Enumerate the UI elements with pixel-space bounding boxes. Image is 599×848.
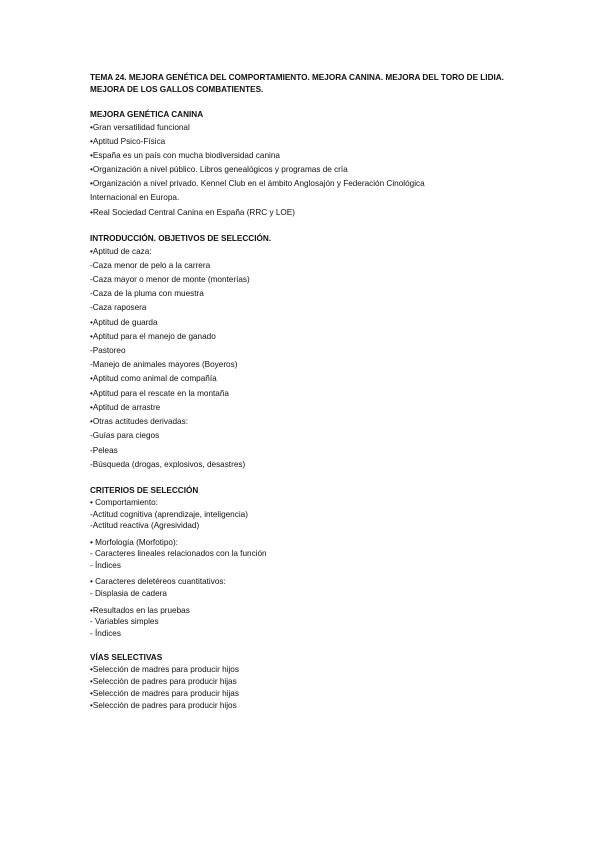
- section-heading: INTRODUCCIÓN. OBJETIVOS DE SELECCIÓN.: [90, 233, 272, 243]
- list-item: •Selección de madres para producir hijas: [90, 688, 239, 698]
- list-item: -Caza de la pluma con muestra: [90, 289, 204, 299]
- criteria-group: [90, 605, 510, 640]
- list-item: -Actitud reactiva (Agresividad): [90, 521, 200, 531]
- list-item: •Gran versatilidad funcional: [90, 123, 190, 132]
- section-mejora-genetica-canina: [90, 108, 510, 220]
- list-item: - Caracteres lineales relacionados con la función: [90, 549, 267, 559]
- list-item: - Variables simples: [90, 617, 159, 627]
- list-item: •Aptitud de guarda: [90, 317, 158, 327]
- document-title: TEMA 24. MEJORA GENÉTICA DEL COMPORTAMIENTO. MEJORA CANINA. MEJORA DEL TORO DE LIDIA. MEJORA DE LOS GALLOS COMBATIENTES.: [90, 73, 504, 94]
- list-item: •Aptitud de caza:: [90, 246, 152, 256]
- section-heading: CRITERIOS DE SELECCIÓN: [90, 485, 199, 495]
- list-item: -Guías para ciegos: [90, 431, 160, 441]
- document-page: [90, 72, 510, 723]
- list-item: • Caracteres deletéreos cuantitativos:: [90, 577, 226, 587]
- list-item: -Búsqueda (drogas, explosivos, desastres): [90, 459, 246, 469]
- list-item: Internacional en Europa.: [90, 193, 180, 203]
- list-item: •Organización a nivel público. Libros genealógicos y programas de cría: [90, 165, 348, 175]
- section-criterios-de-seleccion: [90, 484, 510, 640]
- criteria-group: [90, 497, 510, 532]
- list-item: - Displasia de cadera: [90, 589, 167, 599]
- list-item: -Caza mayor o menor de monte (monterías): [90, 275, 250, 285]
- list-item: -Caza raposera: [90, 303, 147, 313]
- criteria-group: [90, 537, 510, 572]
- section-heading: VÍAS SELECTIVAS: [90, 653, 163, 663]
- list-item: •Selección de padres para producir hijos: [90, 700, 237, 710]
- list-item: •Organización a nivel privado. Kennel Club en el ámbito Anglosajón y Federación Cinológica: [90, 179, 425, 189]
- list-item: -Pastoreo: [90, 346, 126, 356]
- list-item: - Índices: [90, 560, 121, 570]
- list-item: •Otras actitudes derivadas:: [90, 417, 188, 427]
- criteria-group: [90, 576, 510, 599]
- list-item: -Caza menor de pelo a la carrera: [90, 260, 211, 270]
- list-item: -Actitud cognitiva (aprendizaje, inteligencia): [90, 509, 248, 519]
- list-item: •Aptitud para el rescate en la montaña: [90, 388, 229, 398]
- list-item: •Aptitud para el manejo de ganado: [90, 331, 216, 341]
- list-item: • Morfología (Morfotipo):: [90, 537, 178, 547]
- list-item: •Aptitud Psico-Física: [90, 137, 166, 147]
- list-item: -Peleas: [90, 445, 118, 455]
- section-vias-selectivas: [90, 651, 510, 711]
- list-item: -Manejo de animales mayores (Boyeros): [90, 360, 238, 370]
- list-item: •Resultados en las pruebas: [90, 605, 190, 615]
- list-item: •España es un país con mucha biodiversidad canina: [90, 151, 280, 161]
- list-item: •Selección de madres para producir hijos: [90, 665, 239, 675]
- section-introduccion: [90, 232, 510, 472]
- list-item: •Aptitud como animal de compañía: [90, 374, 217, 384]
- list-item: • Comportamiento:: [90, 497, 158, 507]
- list-item: •Aptitud de arrastre: [90, 402, 161, 412]
- list-item: •Selección de padres para producir hijas: [90, 677, 237, 687]
- list-item: - Índices: [90, 628, 121, 638]
- section-heading: MEJORA GENÉTICA CANINA: [90, 110, 204, 119]
- list-item: •Real Sociedad Central Canina en España (RRC y LOE): [90, 207, 295, 217]
